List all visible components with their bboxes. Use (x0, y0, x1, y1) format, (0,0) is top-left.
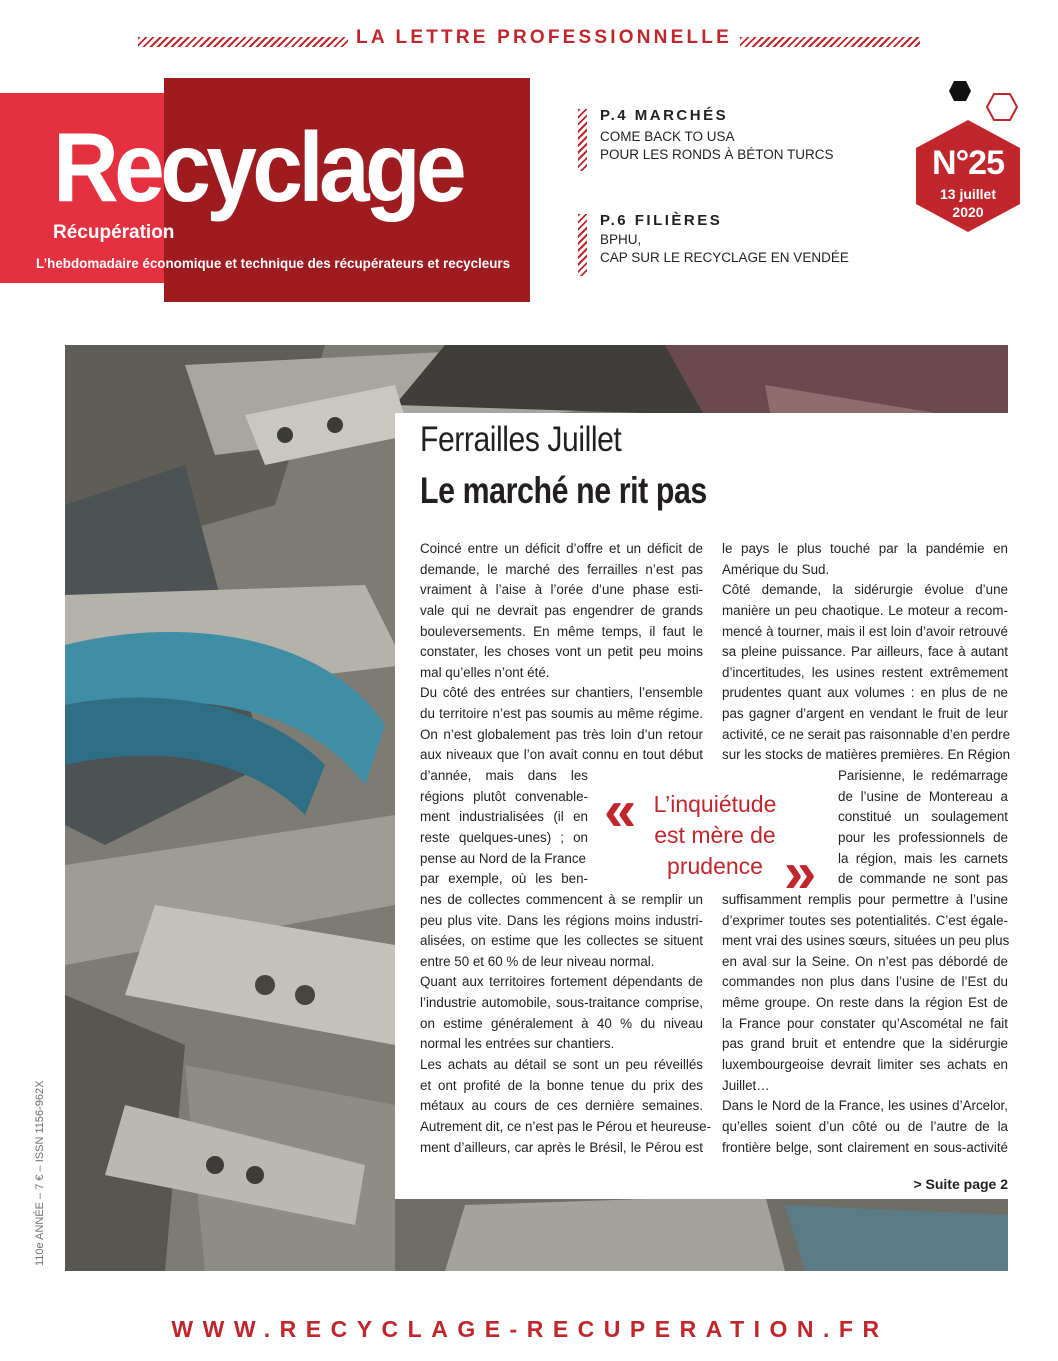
pull-quote-line: est mère de (654, 822, 776, 848)
text-line: de commande ne sont pas (838, 871, 1008, 887)
text-line: pour les professionnels de (838, 829, 1008, 845)
masthead-tagline: L’hebdomadaire économique et technique des récupérateurs et recycleurs (36, 256, 511, 271)
website-link[interactable]: WWW.RECYCLAGE-RECUPERATION.FR (171, 1316, 889, 1342)
text-line: Juillet… (722, 1077, 770, 1093)
text-line: frontière belge, sont clairement en sous-activité (722, 1139, 1008, 1155)
banner-title: LA LETTRE PROFESSIONNELLE (356, 27, 732, 48)
article-headline: Le marché ne rit pas (420, 470, 707, 511)
text-line: d’incertitudes, les usines restent extrêmement (722, 664, 1008, 680)
text-line: par exemple, où les ben- (420, 871, 588, 887)
teaser-line: BPHU, (600, 232, 642, 247)
text-line: d’exprimer toutes ses potentialités. C’est égale- (722, 912, 1008, 928)
text-line: la région, mais les carnets (838, 850, 1008, 866)
text-line: Autrement dit, ce n’est pas le Pérou et heureuse- (420, 1118, 712, 1134)
text-line: ment industrialisées (il en (420, 809, 588, 825)
text-line: Dans le Nord de la France, les usines d’Arcelor, (722, 1098, 1008, 1114)
text-line: le pays le plus touché par la pandémie en (722, 541, 1008, 556)
text-line: Les achats au détail se sont un peu réveillés (420, 1057, 703, 1073)
text-line: Côté demande, la sidérurgie évolue d’une (722, 582, 1008, 598)
issue-date-day: 13 juillet (939, 186, 997, 202)
text-line: Coincé entre un déficit d’offre et un déficit de (420, 541, 703, 556)
text-line: entre 50 et 60 % de leur niveau normal. (420, 953, 655, 969)
text-line: de l’usine de Montereau a (838, 788, 1008, 804)
text-line: Du côté des entrées sur chantiers, l’ensemble (420, 685, 703, 701)
masthead-subtitle: Récupération (53, 222, 175, 243)
text-line: alisées, on estime que les collectes se situent (420, 933, 703, 949)
text-line: pas gagner d’argent en vendant le fruit de leur (722, 706, 1008, 722)
hexagon-black-icon (948, 80, 972, 102)
text-line: en aval sur la Seine. On n’est pas débordé de (722, 953, 1008, 969)
text-line: ment vrai des usines sœurs, situées un peu plus (722, 933, 1010, 949)
article-kicker: Ferrailles Juillet (420, 420, 622, 459)
text-line: pas grand bruit et entendre que la sidérurgie (722, 1036, 1008, 1052)
teaser-hatch-bar (578, 109, 587, 171)
issue-reference: 110e ANNÉE – 7 € – ISSN 1156-962X (34, 1080, 46, 1266)
text-line: demande, le marché des ferrailles n’est pas (420, 561, 703, 577)
text-line: Quant aux territoires fortement dépendants de (420, 974, 703, 990)
text-line: et ont profité de la bonne tenue du prix des (420, 1077, 703, 1093)
text-line: commandes non plus dans l’usine de l’Est du (722, 974, 1008, 990)
masthead-title: Recyclage (53, 112, 463, 222)
teaser-line: COME BACK TO USA (600, 129, 735, 144)
text-line: qu’elles soient d’un côté ou de l’autre de la (722, 1118, 1008, 1134)
text-line: activité, ce ne serait pas raisonnable d’en perdre (722, 726, 1011, 742)
issue-number: N°25 (932, 144, 1004, 182)
text-line: régions plutôt convenable- (420, 788, 588, 804)
text-line: l’industrie automobile, sous-traitance comprise, (420, 995, 703, 1011)
continued-link[interactable]: > Suite page 2 (913, 1176, 1008, 1192)
text-line: aux niveaux que l’on avait connu en tout début (420, 747, 703, 763)
banner-hatch-left (138, 37, 348, 47)
text-line: prudentes quant aux volumes : en plus de ne (722, 685, 1008, 701)
text-line: sur les stocks de matières premières. En Région (722, 747, 1011, 763)
teaser-label: P.4 MARCHÉS (600, 107, 729, 124)
teaser-line: POUR LES RONDS À BÉTON TURCS (600, 147, 834, 162)
teaser-line: CAP SUR LE RECYCLAGE EN VENDÉE (600, 250, 849, 265)
text-line: peu plus vite. Dans les régions moins industri- (420, 912, 703, 928)
text-line: sa pleine puissance. Par ailleurs, face à autant (722, 644, 1008, 660)
text-line: métaux au cours de ces dernière semaines. (420, 1098, 703, 1114)
text-line: Parisienne, le redémarrage (838, 768, 1008, 784)
text-line: nes de collectes commencent à se remplir un (420, 891, 703, 907)
text-line: manière un peu chaotique. Le moteur a recom- (722, 602, 1008, 618)
text-line: ment d’ailleurs, car après le Brésil, le Pérou est (420, 1139, 703, 1155)
text-line: mencé à tourner, mais il est loin d’avoir retrouvé (722, 623, 1008, 639)
issue-date-year: 2020 (952, 204, 984, 220)
text-line: du territoire n’est pas soumis au même régime. (420, 706, 703, 722)
text-line: reste quelques-unes) ; on (420, 829, 588, 845)
pull-quote-line: L’inquiétude (653, 791, 777, 817)
text-line: normal les entrées sur chantiers. (420, 1036, 615, 1052)
text-line: suffisamment remplis pour permettre à l’usine (722, 891, 1008, 907)
teaser-label: P.6 FILIÈRES (600, 212, 723, 229)
text-line: vale qui ne devrait pas engendrer de grands (420, 602, 703, 618)
text-line: la France pour constater qu’Ascométal ne fait (722, 1015, 1008, 1031)
text-line: d’année, mais dans les (420, 768, 588, 784)
teaser-hatch-bar (578, 214, 587, 276)
text-line: vraiment à l’aise à l’orée d’une phase esti- (420, 582, 703, 598)
pull-quote-line: prudence (667, 853, 763, 879)
banner-hatch-right (740, 37, 920, 47)
text-line: constater, les choses vont un petit peu moins (420, 644, 703, 660)
text-line: luxembourgeoise devrait limiter ses achats en (722, 1057, 1008, 1073)
text-line: constitué un soulagement (838, 809, 1008, 825)
text-line: On n’est globalement pas très loin d’un retour (420, 726, 703, 742)
text-line: bouleversements. En même temps, il faut le (420, 623, 703, 639)
quote-open-mark: « (604, 778, 637, 843)
text-line: pense au Nord de la France (420, 850, 586, 866)
text-line: on estime généralement à 40 % du niveau (420, 1015, 703, 1031)
text-line: mal qu’elles n’ont été. (420, 664, 550, 680)
quote-close-mark: » (784, 840, 817, 905)
text-line: Amérique du Sud. (722, 561, 830, 577)
text-line: même groupe. On reste dans la région Est de (722, 995, 1008, 1011)
